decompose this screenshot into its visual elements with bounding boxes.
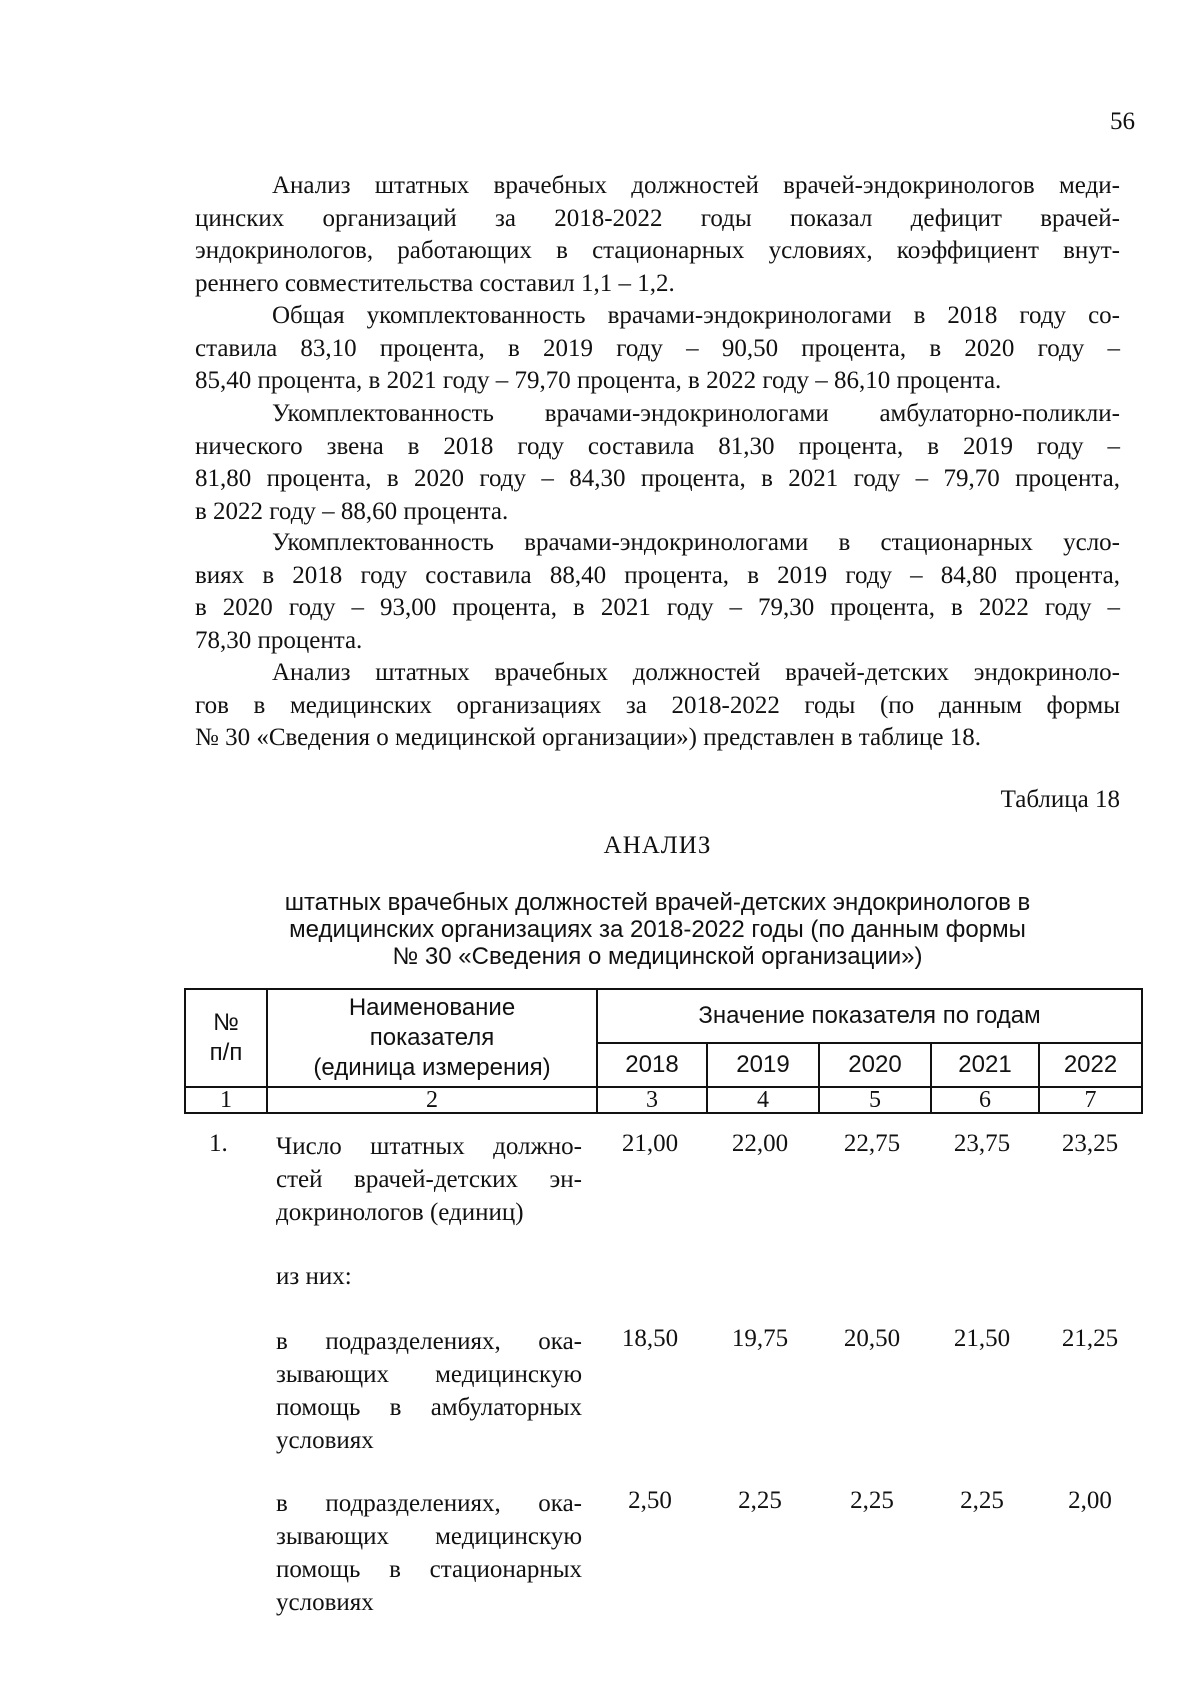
paragraph-5: [195, 657, 1120, 755]
text-line: в 2020 году – 93,00 процента, в 2021 году – 79,30 процента, в 2022 году –: [195, 594, 1120, 621]
text-line: помощь в амбулаторных: [276, 1394, 582, 1421]
cell-value: 2,25: [738, 1487, 782, 1514]
text-line: ставила 83,10 процента, в 2019 году – 90,50 процента, в 2020 году –: [195, 334, 1120, 362]
header-year: 2018: [597, 1043, 707, 1087]
cell-value: 22,00: [731, 1130, 789, 1157]
subtitle-line: штатных врачебных должностей врачей-детских эндокринологов в: [284, 889, 1031, 916]
text-line: в 2022 году – 88,60 процента.: [195, 497, 509, 525]
text-line: зывающих медицинскую: [276, 1361, 582, 1388]
text-line: докринологов (единиц): [276, 1199, 524, 1226]
header-year: 2022: [1039, 1043, 1142, 1087]
col-number: 4: [707, 1087, 819, 1113]
text-line: цинских организаций за 2018-2022 годы показал дефицит врачей-: [195, 204, 1120, 232]
cell-value: 18,50: [621, 1325, 679, 1352]
col-number: 5: [819, 1087, 931, 1113]
text-line: Анализ штатных врачебных должностей врачей-детских эндокриноло-: [272, 659, 1120, 686]
row-name: [276, 1260, 582, 1293]
table-title: АНАЛИЗ: [603, 832, 712, 859]
subtitle-line: медицинских организациях за 2018-2022 годы (по данным формы: [289, 916, 1026, 943]
page-number: 56: [1110, 108, 1135, 135]
col-number: 1: [185, 1087, 267, 1113]
header-year: 2021: [931, 1043, 1039, 1087]
text-line: помощь в стационарных: [276, 1556, 582, 1583]
text-line: Укомплектованность врачами-эндокринологами амбулаторно-поликли-: [272, 400, 1120, 427]
text-line: виях в 2018 году составила 88,40 процента, в 2019 году – 84,80 процента,: [195, 561, 1120, 589]
paragraph-4: [195, 527, 1120, 657]
text-line: эндокринологов, работающих в стационарных условиях, коэффициент внут-: [195, 237, 1120, 264]
col-number: 3: [597, 1087, 707, 1113]
cell-value: 19,75: [731, 1325, 789, 1352]
header-year: 2019: [707, 1043, 819, 1087]
cell-value: 22,75: [843, 1130, 901, 1157]
paragraph-2: [195, 300, 1120, 398]
text-line: нического звена в 2018 году составила 81,30 процента, в 2019 году –: [195, 432, 1120, 460]
text-line: 85,40 процента, в 2021 году – 79,70 процента, в 2022 году – 86,10 процента.: [195, 367, 1002, 394]
text-line: условиях: [276, 1589, 374, 1616]
text-line: 78,30 процента.: [195, 626, 363, 654]
cell-value: 21,00: [621, 1130, 679, 1157]
text-line: 81,80 процента, в 2020 году – 84,30 процента, в 2021 году – 79,70 процента,: [195, 465, 1120, 492]
text-line: стей врачей-детских эн-: [276, 1166, 582, 1193]
subtitle-line: № 30 «Сведения о медицинской организации»): [392, 943, 923, 970]
cell-value: 20,50: [843, 1325, 901, 1352]
paragraph-3: [195, 398, 1120, 528]
text-line: в подразделениях, ока-: [276, 1490, 582, 1517]
row-name: [276, 1130, 582, 1229]
row-name: [276, 1325, 582, 1457]
text-line: гов в медицинских организациях за 2018-2022 годы (по данным формы: [195, 691, 1120, 719]
text-line: зывающих медицинскую: [276, 1523, 582, 1550]
text-line: условиях: [276, 1427, 374, 1454]
header-values-group: Значение показателя по годам: [597, 989, 1142, 1043]
text-line: Число штатных должно-: [276, 1133, 582, 1160]
row-number: 1.: [209, 1130, 228, 1157]
cell-value: 21,50: [953, 1325, 1011, 1352]
text-line: Укомплектованность врачами-эндокринологами в стационарных усло-: [272, 529, 1120, 556]
col-number: 7: [1039, 1087, 1142, 1113]
header-year: 2020: [819, 1043, 931, 1087]
text-line: реннего совместительства составил 1,1 – 1,2.: [195, 269, 675, 297]
cell-value: 21,25: [1061, 1325, 1119, 1352]
cell-value: 23,75: [953, 1130, 1011, 1157]
table-subtitle: [195, 889, 1120, 970]
text-line: Анализ штатных врачебных должностей врачей-эндокринологов меди-: [272, 172, 1120, 199]
cell-value: 2,50: [628, 1487, 672, 1514]
cell-value: 2,25: [850, 1487, 894, 1514]
paragraph-1: [195, 170, 1120, 300]
col-number: 6: [931, 1087, 1039, 1113]
cell-value: 2,25: [960, 1487, 1004, 1514]
header-name: Наименование показателя (единица измерения): [267, 989, 597, 1087]
table-label: Таблица 18: [1000, 786, 1120, 813]
table-header: [184, 988, 1141, 1114]
text-line: № 30 «Сведения о медицинской организации») представлен в таблице 18.: [195, 724, 982, 751]
cell-value: 23,25: [1061, 1130, 1119, 1157]
row-name: [276, 1487, 582, 1619]
text-line: в подразделениях, ока-: [276, 1328, 582, 1355]
header-num: № п/п: [185, 989, 267, 1087]
text-line: Общая укомплектованность врачами-эндокринологами в 2018 году со-: [272, 302, 1120, 329]
col-number: 2: [267, 1087, 597, 1113]
text-line: из них:: [276, 1263, 352, 1290]
cell-value: 2,00: [1068, 1487, 1112, 1514]
